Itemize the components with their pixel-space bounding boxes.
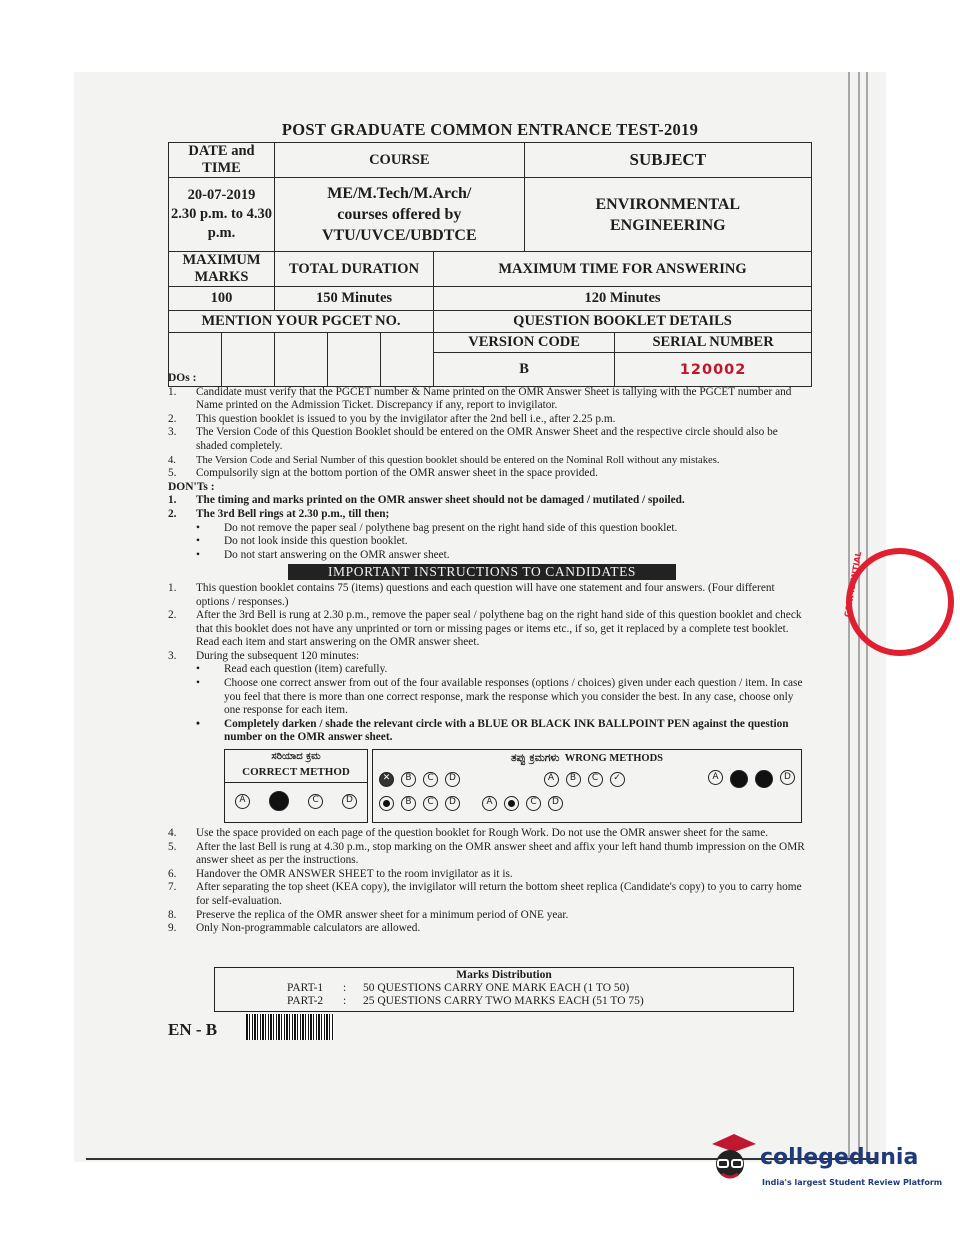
item-text: During the subsequent 120 minutes: (196, 649, 360, 662)
wrong-bubble-row (373, 767, 801, 791)
item-number: 1. (168, 581, 177, 594)
item-number: 3. (168, 426, 177, 439)
item-text: This question booklet is issued to you by the invigilator after the 2nd bell i.e., after 2.25 p.m. (196, 412, 616, 425)
booklet-details-label: QUESTION BOOKLET DETAILS (434, 311, 812, 333)
part-text: 25 QUESTIONS CARRY TWO MARKS EACH (51 TO 75) (363, 995, 644, 1007)
omr-bubble-filled (730, 770, 748, 788)
omr-bubble-filled (755, 770, 773, 788)
donts-heading: DON'Ts : (168, 480, 215, 493)
item-number: 2. (168, 412, 177, 425)
omr-bubble-filled (269, 791, 289, 811)
omr-bubble: A (235, 794, 250, 809)
exam-title: POST GRADUATE COMMON ENTRANCE TEST-2019 (281, 120, 699, 139)
seal-text: CONFIDENTIAL (842, 550, 864, 618)
part-label: PART-1 (287, 982, 324, 994)
wrong-methods-box (372, 749, 802, 823)
omr-bubble: A (482, 796, 497, 811)
wrong-example (379, 772, 460, 787)
marks-distribution-title: Marks Distribution (456, 969, 552, 981)
item-number: 9. (168, 922, 177, 935)
bullet-icon: • (196, 717, 200, 730)
omr-bubble: C (308, 794, 323, 809)
omr-bubble: B (401, 796, 416, 811)
pgcet-label: MENTION YOUR PGCET NO. (169, 311, 434, 333)
correct-method-box (224, 749, 368, 823)
wrong-methods-header (373, 750, 801, 767)
subject-value (524, 178, 811, 252)
duration-label: TOTAL DURATION (275, 252, 434, 287)
max-time-value: 120 Minutes (434, 287, 812, 311)
booklet-code: EN - B (168, 1020, 218, 1039)
correct-method-kannada: ಸರಿಯಾದ ಕ್ರಮ (271, 751, 321, 763)
item-text: After separating the top sheet (KEA copy), the invigilator will return the bottom sheet replica (Candidate's copy) to you to carry home for self-evaluation. (196, 881, 802, 907)
item-text: Only Non-programmable calculators are allowed. (196, 922, 421, 935)
max-marks-label: MAXIMUM MARKS (169, 252, 275, 287)
brand-tagline: India's largest Student Review Platform (762, 1178, 943, 1187)
item-text: The 3rd Bell rings at 2.30 p.m., till then; (196, 507, 390, 520)
item-text: After the last Bell is rung at 4.30 p.m., stop marking on the OMR answer sheet and affix your left hand thumb impression on the OMR answer sheet as per the instructions. (196, 840, 805, 867)
bullet-text: Do not start answering on the OMR answer sheet. (224, 548, 450, 561)
item-number: 6. (168, 867, 177, 880)
list-item (168, 841, 808, 868)
item-number: 4. (168, 827, 177, 840)
bullet-item (168, 522, 808, 536)
max-time-label: MAXIMUM TIME FOR ANSWERING (434, 252, 812, 287)
subject-line: ENGINEERING (610, 216, 726, 234)
omr-bubble: B (566, 772, 581, 787)
omr-method-examples (224, 749, 802, 823)
barcode-icon (246, 1014, 334, 1040)
serial-number-value: 120002 (615, 353, 812, 387)
exam-date: 20-07-2019 (187, 187, 256, 203)
list-item (168, 650, 808, 664)
correct-bubble-row (225, 783, 367, 819)
bullet-icon: • (196, 548, 200, 561)
omr-bubble: D (445, 796, 460, 811)
omr-bubble-ticked: ✓ (610, 772, 625, 787)
item-number: 4. (168, 454, 176, 466)
course-value (275, 178, 525, 252)
marks-part-row (215, 982, 793, 995)
item-text: The timing and marks printed on the OMR answer sheet should not be damaged / mutilated / spoiled. (196, 494, 685, 507)
omr-bubble: D (780, 770, 795, 785)
list-item (168, 386, 808, 413)
date-time-label: DATE and TIME (169, 143, 275, 178)
instructions-body (168, 372, 808, 936)
wrong-bubble-row (373, 791, 801, 815)
item-text: The Version Code of this Question Booklet should be entered on the OMR Answer Sheet and the respective circle should also be shaded completely. (196, 426, 778, 452)
item-number: 7. (168, 881, 177, 894)
list-item (168, 467, 808, 481)
list-item (168, 827, 808, 841)
item-text: Handover the OMR ANSWER SHEET to the room invigilator as it is. (196, 867, 513, 880)
subject-label: SUBJECT (524, 143, 811, 178)
omr-bubble: C (423, 772, 438, 787)
marks-part-row (215, 995, 793, 1008)
course-line: VTU/UVCE/UBDTCE (321, 227, 477, 244)
bullet-icon: • (196, 677, 200, 690)
bullet-icon: • (196, 663, 200, 676)
correct-method-label: CORRECT METHOD (225, 764, 367, 783)
separator: : (343, 995, 347, 1007)
wrong-example (544, 772, 625, 787)
bullet-text: Read each question (item) carefully. (224, 663, 388, 676)
subject-line: ENVIRONMENTAL (595, 195, 741, 213)
bullet-item (168, 663, 808, 677)
date-time-value (169, 178, 275, 252)
item-text: Compulsorily sign at the bottom portion of the OMR answer sheet in the space provided. (196, 467, 598, 480)
bullet-item (168, 535, 808, 549)
dos-heading: DOs : (168, 372, 197, 384)
omr-bubble: D (548, 796, 563, 811)
item-text: The Version Code and Serial Number of this question booklet should be entered on the Nominal Roll without any mistakes. (196, 454, 720, 466)
omr-bubble: B (401, 772, 416, 787)
wrong-example (708, 770, 795, 788)
serial-number-label: SERIAL NUMBER (615, 333, 812, 353)
item-text: After the 3rd Bell is rung at 2.30 p.m., remove the paper seal / polythene bag on the right hand side of this question booklet and check that this booklet does not have any unprinted or torn or missing pages or items etc., if so, get it replaced by a complete test booklet. Read each item and start answering on the OMR answer sheet. (196, 609, 802, 649)
omr-bubble-partial (504, 796, 519, 811)
part-label: PART-2 (287, 995, 324, 1007)
graduate-logo-icon (706, 1130, 756, 1186)
wrong-methods-label: WRONG METHODS (564, 753, 663, 765)
wrong-methods-kannada: ತಪ್ಪು ಕ್ರಮಗಳು (510, 752, 560, 765)
version-code-label: VERSION CODE (434, 333, 615, 353)
item-text: Use the space provided on each page of the question booklet for Rough Work. Do not use the OMR answer sheet for the same. (196, 827, 769, 840)
duration-value: 150 Minutes (275, 287, 434, 311)
list-item (168, 609, 808, 650)
omr-bubble-crossed: ✕ (379, 772, 394, 787)
page-bottom-line (86, 1158, 876, 1160)
bullet-text: Do not remove the paper seal / polythene bag present on the right hand side of this question booklet. (224, 521, 678, 534)
item-number: 2. (168, 609, 177, 622)
brand-name[interactable]: collegedunia (760, 1145, 919, 1170)
list-item (168, 922, 808, 936)
list-item (168, 426, 808, 453)
omr-bubble-partial (379, 796, 394, 811)
list-item (168, 508, 808, 522)
max-marks-value: 100 (169, 287, 275, 311)
wrong-example (482, 796, 563, 811)
item-number: 3. (168, 649, 177, 662)
bullet-item (168, 549, 808, 563)
course-label: COURSE (275, 143, 525, 178)
bullet-icon: • (196, 535, 200, 548)
instructions-banner: IMPORTANT INSTRUCTIONS TO CANDIDATES (288, 564, 676, 580)
item-number: 5. (168, 467, 177, 480)
omr-bubble: C (526, 796, 541, 811)
bullet-icon: • (196, 521, 200, 534)
part-text: 50 QUESTIONS CARRY ONE MARK EACH (1 TO 50) (363, 982, 630, 994)
bullet-text: Do not look inside this question booklet. (224, 535, 408, 548)
marks-distribution-box (214, 967, 794, 1012)
list-item (168, 582, 808, 609)
item-text: Candidate must verify that the PGCET number & Name printed on the OMR Answer Sheet is tallying with the PGCET number and Name printed on the Admission Ticket. Discrepancy if any, report to invigilator. (196, 385, 792, 412)
course-line: ME/M.Tech/M.Arch/ (327, 185, 472, 202)
omr-bubble: D (445, 772, 460, 787)
list-item (168, 454, 808, 468)
separator: : (343, 982, 347, 994)
course-line: courses offered by (337, 206, 462, 223)
item-number: 5. (168, 840, 177, 853)
bullet-text: Choose one correct answer from out of the four available responses (options / choices) given under each question / item. In case you feel that there is more than one correct response, mark the response which you consider the best. In any case, choose only one response for each item. (224, 677, 803, 717)
omr-bubble: D (342, 794, 357, 809)
list-item (168, 881, 808, 908)
exam-time: 2.30 p.m. to 4.30 p.m. (170, 206, 273, 241)
list-item (168, 413, 808, 427)
bullet-item (168, 718, 808, 745)
omr-bubble: A (708, 770, 723, 785)
item-number: 1. (168, 385, 177, 398)
item-text: Preserve the replica of the OMR answer sheet for a minimum period of ONE year. (196, 908, 569, 921)
item-number: 1. (168, 494, 177, 507)
list-item (168, 868, 808, 882)
item-number: 2. (168, 507, 177, 520)
omr-bubble: A (544, 772, 559, 787)
item-text: This question booklet contains 75 (items) questions and each question will have one statement and four answers. (Four different options / responses.) (196, 581, 775, 608)
version-code-value: B (434, 353, 615, 387)
exam-header-table (168, 142, 812, 387)
wrong-example (379, 796, 460, 811)
bullet-item (168, 677, 808, 718)
omr-bubble: C (588, 772, 603, 787)
list-item (168, 909, 808, 923)
omr-bubble: C (423, 796, 438, 811)
item-number: 8. (168, 908, 177, 921)
list-item (168, 494, 808, 508)
bullet-text: Completely darken / shade the relevant circle with a BLUE OR BLACK INK BALLPOINT PEN against the question number on the OMR answer sheet. (224, 717, 789, 744)
